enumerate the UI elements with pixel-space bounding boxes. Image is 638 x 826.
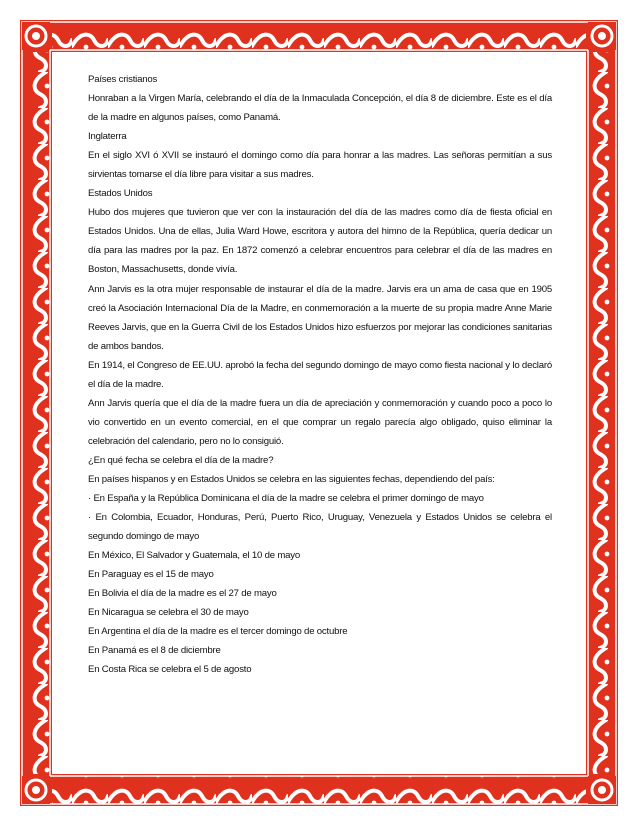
list-item-mexico: En México, El Salvador y Guatemala, el 10 de mayo	[88, 550, 301, 562]
list-item-colombia: · En Colombia, Ecuador, Honduras, Perú, Puerto Rico, Uruguay, Venezuela y Estados Unidos se celebra el segundo domingo de mayo	[88, 512, 552, 543]
paragraph-fechas-intro: En países hispanos y en Estados Unidos se celebra en las siguientes fechas, dependiendo del país:	[88, 473, 495, 485]
list-item-costa-rica: En Costa Rica se celebra el 5 de agosto	[88, 664, 252, 676]
heading-inglaterra: Inglaterra	[88, 131, 127, 143]
list-item-panama: En Panamá es el 8 de diciembre	[88, 645, 221, 657]
paragraph-jarvis-comercial: Ann Jarvis quería que el día de la madre fuera un día de apreciación y conmemoración y cuando poco a poco lo vio convertido en un evento comercial, en el que comprar un regalo parecía algo obligado, quiso eliminar la celebración del calendario, pero no lo consiguió.	[88, 397, 552, 447]
list-item-bolivia: En Bolivia el día de la madre es el 27 de mayo	[88, 588, 277, 600]
paragraph-julia-ward-howe: Hubo dos mujeres que tuvieron que ver con la instauración del día de las madres como día de fiesta oficial en Estados Unidos. Una de ellas, Julia Ward Howe, escritora y autora del himno de la República, quería dedicar un día para las madres por la paz. En 1872 comenzó a celebrar encuentros para celebrar el día de las madres en Boston, Massachusetts, donde vivía.	[88, 207, 552, 276]
paragraph-ann-jarvis: Ann Jarvis es la otra mujer responsable de instaurar el día de la madre. Jarvis era un ama de casa que en 1905 creó la Asociación Internacional Día de la Madre, en conmemoración a la muerte de su propia madre Anne Marie Reeves Jarvis, que en la Guerra Civil de los Estados Unidos hizo esfuerzos por mejorar las condiciones sanitarias de ambos bandos.	[88, 283, 552, 352]
heading-fecha: ¿En qué fecha se celebra el día de la madre?	[88, 454, 274, 466]
list-item-paraguay: En Paraguay es el 15 de mayo	[88, 569, 214, 581]
paragraph-congreso-1914: En 1914, el Congreso de EE.UU. aprobó la fecha del segundo domingo de mayo como fiesta nacional y lo declaró el día de la madre.	[88, 359, 552, 390]
corner-ornament-bottom-left	[22, 776, 50, 804]
corner-ornament-top-left	[22, 22, 50, 50]
heading-paises-cristianos: Países cristianos	[88, 74, 158, 85]
paragraph-paises-cristianos: Honraban a la Virgen María, celebrando el día de la Inmaculada Concepción, el día 8 de diciembre. Este es el día de la madre en algunos países, como Panamá.	[88, 93, 552, 124]
list-item-nicaragua: En Nicaragua se celebra el 30 de mayo	[88, 607, 249, 619]
paragraph-inglaterra: En el siglo XVI ó XVII se instauró el domingo como día para honrar a las madres. Las señoras permitían a sus sirvientas tomarse el día libre para visitar a sus madres.	[88, 150, 552, 181]
heading-estados-unidos: Estados Unidos	[88, 188, 153, 200]
document-body	[88, 70, 552, 680]
corner-ornament-top-right	[588, 22, 616, 50]
list-item-espana: · En España y la República Dominicana el día de la madre se celebra el primer domingo de mayo	[88, 493, 484, 505]
list-item-argentina: En Argentina el día de la madre es el tercer domingo de octubre	[88, 626, 348, 638]
corner-ornament-bottom-right	[588, 776, 616, 804]
